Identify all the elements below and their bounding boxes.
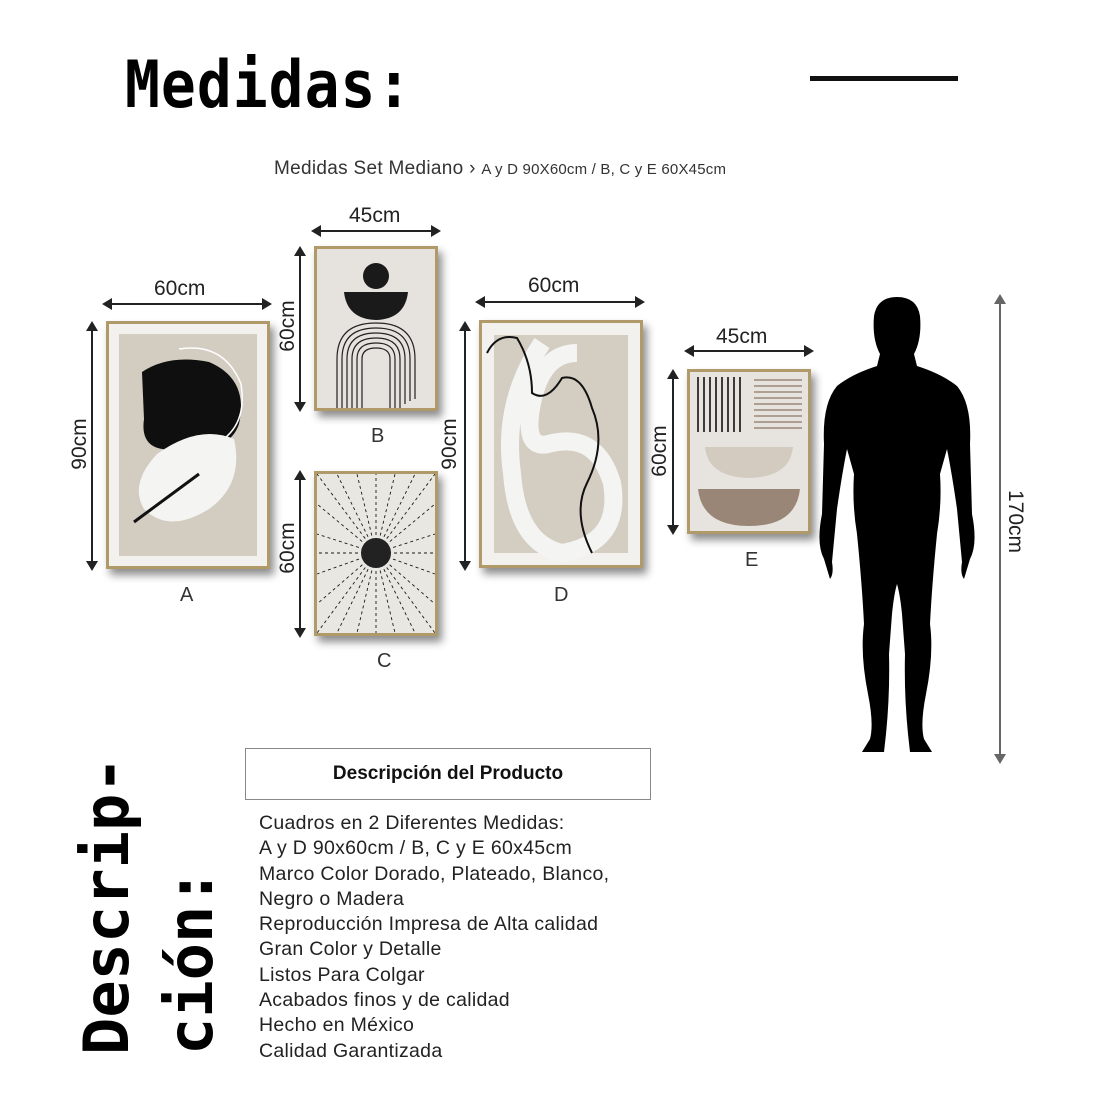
abstract-shapes-artwork-icon: [109, 324, 267, 566]
description-item: Hecho en México: [259, 1014, 415, 1037]
decorative-rule: [810, 76, 958, 81]
description-item: Marco Color Dorado, Plateado, Blanco,: [259, 862, 610, 885]
subtitle-main: Medidas Set Mediano: [274, 158, 464, 179]
artwork-panel-e: [687, 369, 811, 534]
page-title: Medidas:: [125, 46, 413, 123]
panel-d-width-arrow: [477, 301, 643, 303]
panel-a-letter: A: [180, 584, 194, 606]
description-list: [259, 811, 609, 1064]
panel-d-width-label: 60cm: [528, 274, 580, 297]
subtitle-separator: ›: [469, 158, 476, 179]
panel-b-width-label: 45cm: [349, 204, 401, 227]
panel-c-letter: C: [377, 650, 392, 672]
swirl-line-artwork-icon: [482, 323, 640, 565]
panel-d-height-label: 90cm: [438, 418, 461, 470]
description-box-title: Descripción del Producto: [245, 748, 651, 800]
person-silhouette-icon: [812, 294, 982, 764]
sunburst-artwork-icon: [317, 474, 435, 633]
panel-a-height-label: 90cm: [68, 418, 91, 470]
panel-b-letter: B: [371, 425, 385, 447]
description-item: Reproducción Impresa de Alta calidad: [259, 913, 599, 936]
person-height-label: 170cm: [1004, 490, 1027, 554]
panel-e-height-arrow: [672, 371, 674, 533]
artwork-panel-a: [106, 321, 270, 569]
artwork-panel-b: [314, 246, 438, 411]
description-item: Acabados finos y de calidad: [259, 989, 510, 1012]
panel-e-width-label: 45cm: [716, 325, 768, 348]
subtitle-detail: A y D 90X60cm / B, C y E 60X45cm: [481, 161, 727, 178]
panel-d-letter: D: [554, 584, 569, 606]
description-vertical-title-line1: Descrip-: [70, 756, 143, 1055]
panel-d-height-arrow: [464, 323, 466, 569]
panel-e-letter: E: [745, 549, 759, 571]
arch-sun-artwork-icon: [317, 249, 435, 408]
description-item: Listos Para Colgar: [259, 963, 425, 986]
panel-c-height-arrow: [299, 472, 301, 636]
panel-a-width-label: 60cm: [154, 277, 206, 300]
panel-b-height-label: 60cm: [276, 300, 299, 352]
panel-a-width-arrow: [104, 303, 270, 305]
panel-c-height-label: 60cm: [276, 522, 299, 574]
lines-bowls-artwork-icon: [690, 372, 808, 531]
artwork-panel-d: [479, 320, 643, 568]
description-item: Calidad Garantizada: [259, 1039, 443, 1062]
size-subtitle: [274, 158, 726, 180]
description-item: Negro o Madera: [259, 887, 405, 910]
description-item: Cuadros en 2 Diferentes Medidas:: [259, 812, 565, 834]
panel-e-width-arrow: [686, 350, 812, 352]
person-height-arrow: [999, 296, 1001, 762]
artwork-panel-c: [314, 471, 438, 636]
description-item: A y D 90x60cm / B, C y E 60x45cm: [259, 837, 573, 860]
panel-b-width-arrow: [313, 230, 439, 232]
description-vertical-title-line2: ción:: [154, 868, 227, 1055]
panel-a-height-arrow: [91, 323, 93, 569]
panel-e-height-label: 60cm: [648, 425, 671, 477]
panel-b-height-arrow: [299, 248, 301, 410]
description-item: Gran Color y Detalle: [259, 938, 442, 961]
